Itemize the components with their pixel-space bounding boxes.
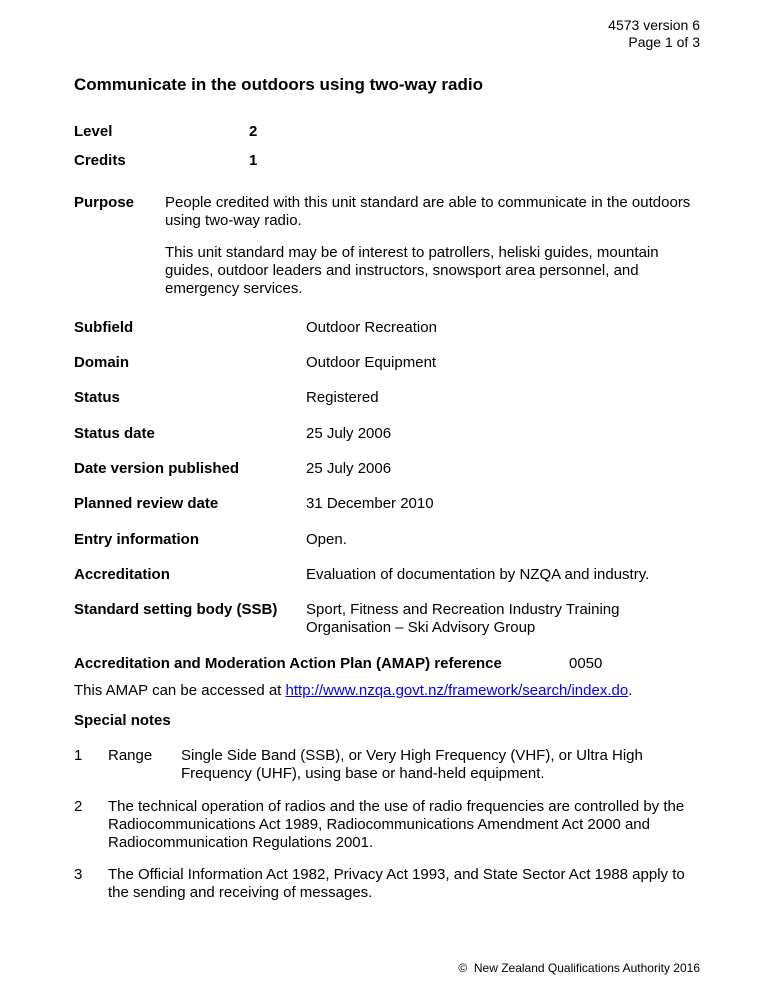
note-1-range-label: Range (108, 747, 153, 764)
date-version-published-value: 25 July 2006 (306, 460, 392, 477)
copyright-footer (458, 959, 700, 977)
note-2-number: 2 (74, 798, 83, 815)
planned-review-date-label: Planned review date (74, 495, 219, 512)
version-label: 4573 version 6 (608, 17, 700, 33)
note-1-text: Single Side Band (SSB), or Very High Frequency (VHF), or Ultra High Frequency (UHF), using base or hand-held equipment. (181, 747, 643, 782)
amap-access-line (74, 682, 632, 700)
purpose-label: Purpose (74, 194, 135, 211)
planned-review-date-value: 31 December 2010 (306, 495, 434, 512)
date-version-published-label: Date version published (74, 460, 240, 477)
status-date-value: 25 July 2006 (306, 425, 392, 442)
special-notes-heading: Special notes (74, 712, 171, 729)
entry-information-label: Entry information (74, 531, 200, 548)
note-3-number: 3 (74, 866, 83, 883)
credits-label: Credits (74, 152, 126, 169)
credits-value: 1 (249, 152, 258, 169)
entry-information-value: Open. (306, 531, 347, 548)
note-1-number: 1 (74, 747, 83, 764)
amap-label: Accreditation and Moderation Action Plan (AMAP) reference (74, 655, 502, 672)
page-header (608, 17, 700, 51)
status-value: Registered (306, 389, 379, 406)
copyright-text: New Zealand Qualifications Authority 2016 (473, 961, 700, 975)
status-label: Status (74, 389, 120, 406)
level-value: 2 (249, 123, 258, 140)
page-number: Page 1 of 3 (628, 34, 700, 50)
amap-access-suffix: . (628, 682, 633, 699)
ssb-label: Standard setting body (SSB) (74, 601, 278, 618)
subfield-label: Subfield (74, 319, 134, 336)
note-2-text: The technical operation of radios and the use of radio frequencies are controlled by the Radiocommunications Act 1989, Radiocommunications Amendment Act 2000 and Radiocommunication Regulations 2001. (108, 798, 685, 851)
amap-link[interactable]: http://www.nzqa.govt.nz/framework/search/index.do (285, 682, 629, 699)
status-date-label: Status date (74, 425, 155, 442)
copyright-symbol: © (458, 961, 468, 975)
purpose-paragraph-1: People credited with this unit standard are able to communicate in the outdoors using two-way radio. (165, 194, 691, 229)
ssb-value: Sport, Fitness and Recreation Industry Training Organisation – Ski Advisory Group (306, 601, 620, 636)
accreditation-label: Accreditation (74, 566, 170, 583)
level-label: Level (74, 123, 113, 140)
amap-access-prefix: This AMAP can be accessed at (74, 682, 286, 699)
subfield-value: Outdoor Recreation (306, 319, 437, 336)
note-3-text: The Official Information Act 1982, Privacy Act 1993, and State Sector Act 1988 apply to the sending and receiving of messages. (108, 866, 685, 901)
domain-value: Outdoor Equipment (306, 354, 437, 371)
amap-reference-value: 0050 (569, 655, 603, 672)
accreditation-value: Evaluation of documentation by NZQA and industry. (306, 566, 650, 583)
purpose-paragraph-2: This unit standard may be of interest to patrollers, heliski guides, mountain guides, outdoor leaders and instructors, snowsport area personnel, and emergency services. (165, 244, 659, 297)
document-title: Communicate in the outdoors using two-way radio (74, 75, 483, 94)
domain-label: Domain (74, 354, 130, 371)
